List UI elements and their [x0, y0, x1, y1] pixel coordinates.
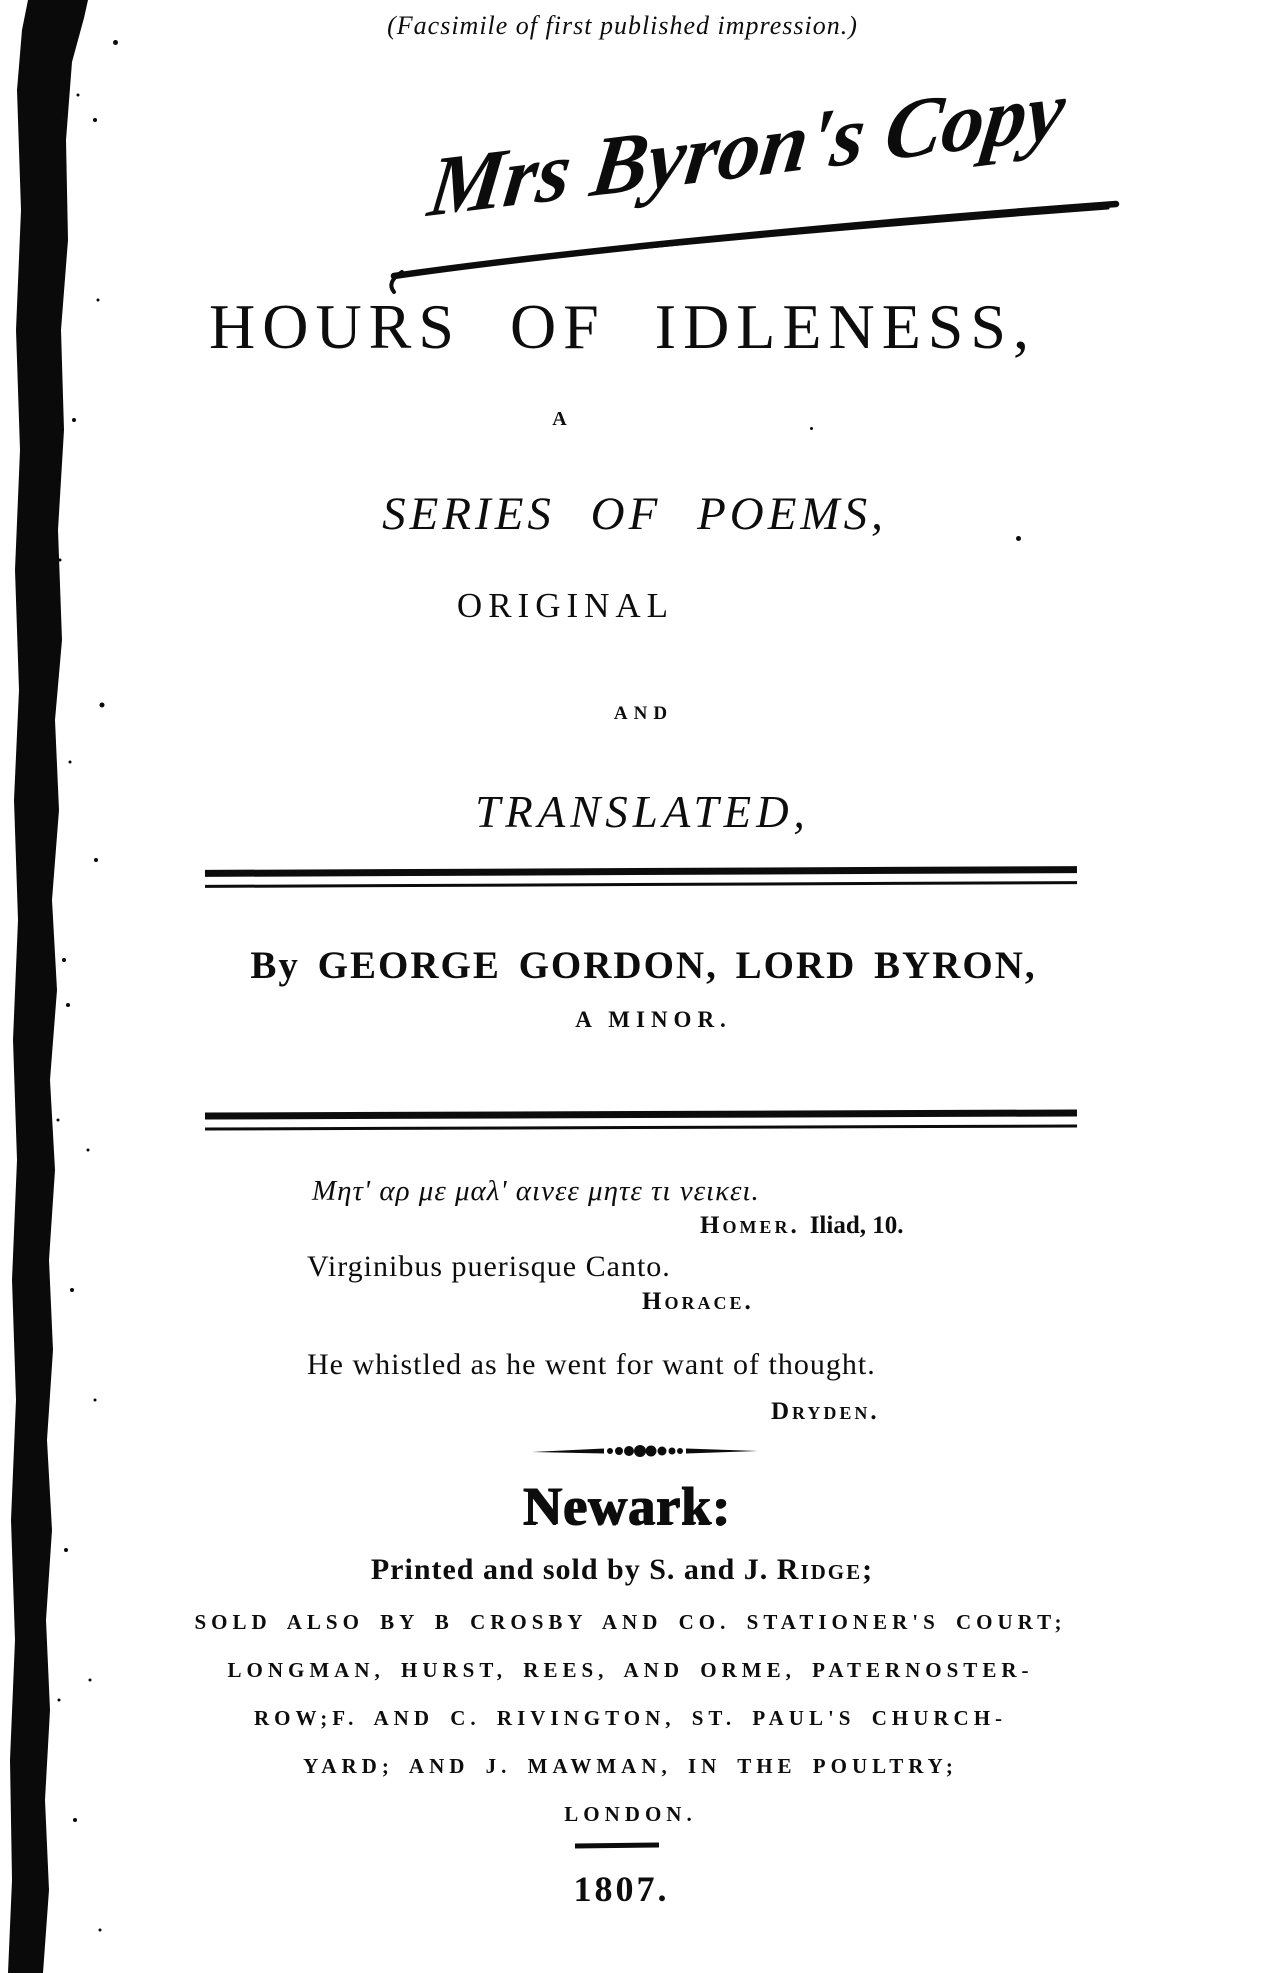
descriptor-original: ORIGINAL — [456, 586, 675, 625]
epigraph-attribution — [771, 1397, 1281, 1427]
book-title: HOURS OF IDLENESS, — [209, 291, 1036, 362]
attribution-author: Dryden. — [771, 1398, 880, 1425]
inscription-text: Mrs Byron's Copy — [423, 63, 1061, 236]
imprint-year: 1807. — [573, 1869, 670, 1909]
attribution-author: Homer. — [700, 1212, 800, 1239]
imprint-printer — [0, 1551, 1263, 1589]
epigraph-latin: Virginibus puerisque Canto. — [307, 1250, 671, 1283]
imprint-line: SOLD ALSO BY B CROSBY AND CO. STATIONER'S COURT; — [194, 1610, 1067, 1634]
imprint-line: YARD; AND J. MAWMAN, IN THE POULTRY; — [303, 1754, 958, 1778]
imprint-line: LONDON. — [564, 1802, 697, 1826]
imprint-city: Newark: — [522, 1476, 731, 1536]
double-rule — [204, 866, 1076, 888]
printer-prefix: Printed and sold by S. and J. — [370, 1553, 777, 1586]
epigraph-attribution — [700, 1211, 1281, 1241]
author-byline: By GEORGE GORDON, LORD BYRON, — [250, 944, 1037, 987]
facsimile-note: (Facsimile of first published impression.) — [387, 11, 858, 40]
printer-name: Ridge; — [776, 1553, 875, 1586]
attribution-author: Horace. — [642, 1288, 754, 1315]
epigraph-greek: Μητ' αρ με μαλ' αινεε μητε τι νεικει. — [312, 1175, 760, 1207]
ornament-divider — [4, 1443, 1281, 1461]
short-rule — [574, 1843, 658, 1849]
double-rule — [204, 1109, 1076, 1130]
title-article: A — [552, 408, 569, 430]
imprint-line: ROW;F. AND C. RIVINGTON, ST. PAUL'S CHURCH- — [253, 1706, 1008, 1730]
descriptor-translated: TRANSLATED, — [475, 787, 810, 837]
attribution-source: Iliad, 10. — [809, 1212, 904, 1239]
epigraph-block — [0, 1173, 1281, 1427]
book-subtitle: SERIES OF POEMS, — [382, 488, 887, 540]
epigraph-english: He whistled as he went for want of thought. — [307, 1348, 876, 1381]
author-qualifier: A MINOR. — [575, 1007, 732, 1032]
epigraph-attribution — [642, 1287, 1281, 1317]
imprint-line: LONGMAN, HURST, REES, AND ORME, PATERNOSTER- — [227, 1658, 1034, 1682]
descriptor-conjunction: AND — [613, 703, 674, 724]
